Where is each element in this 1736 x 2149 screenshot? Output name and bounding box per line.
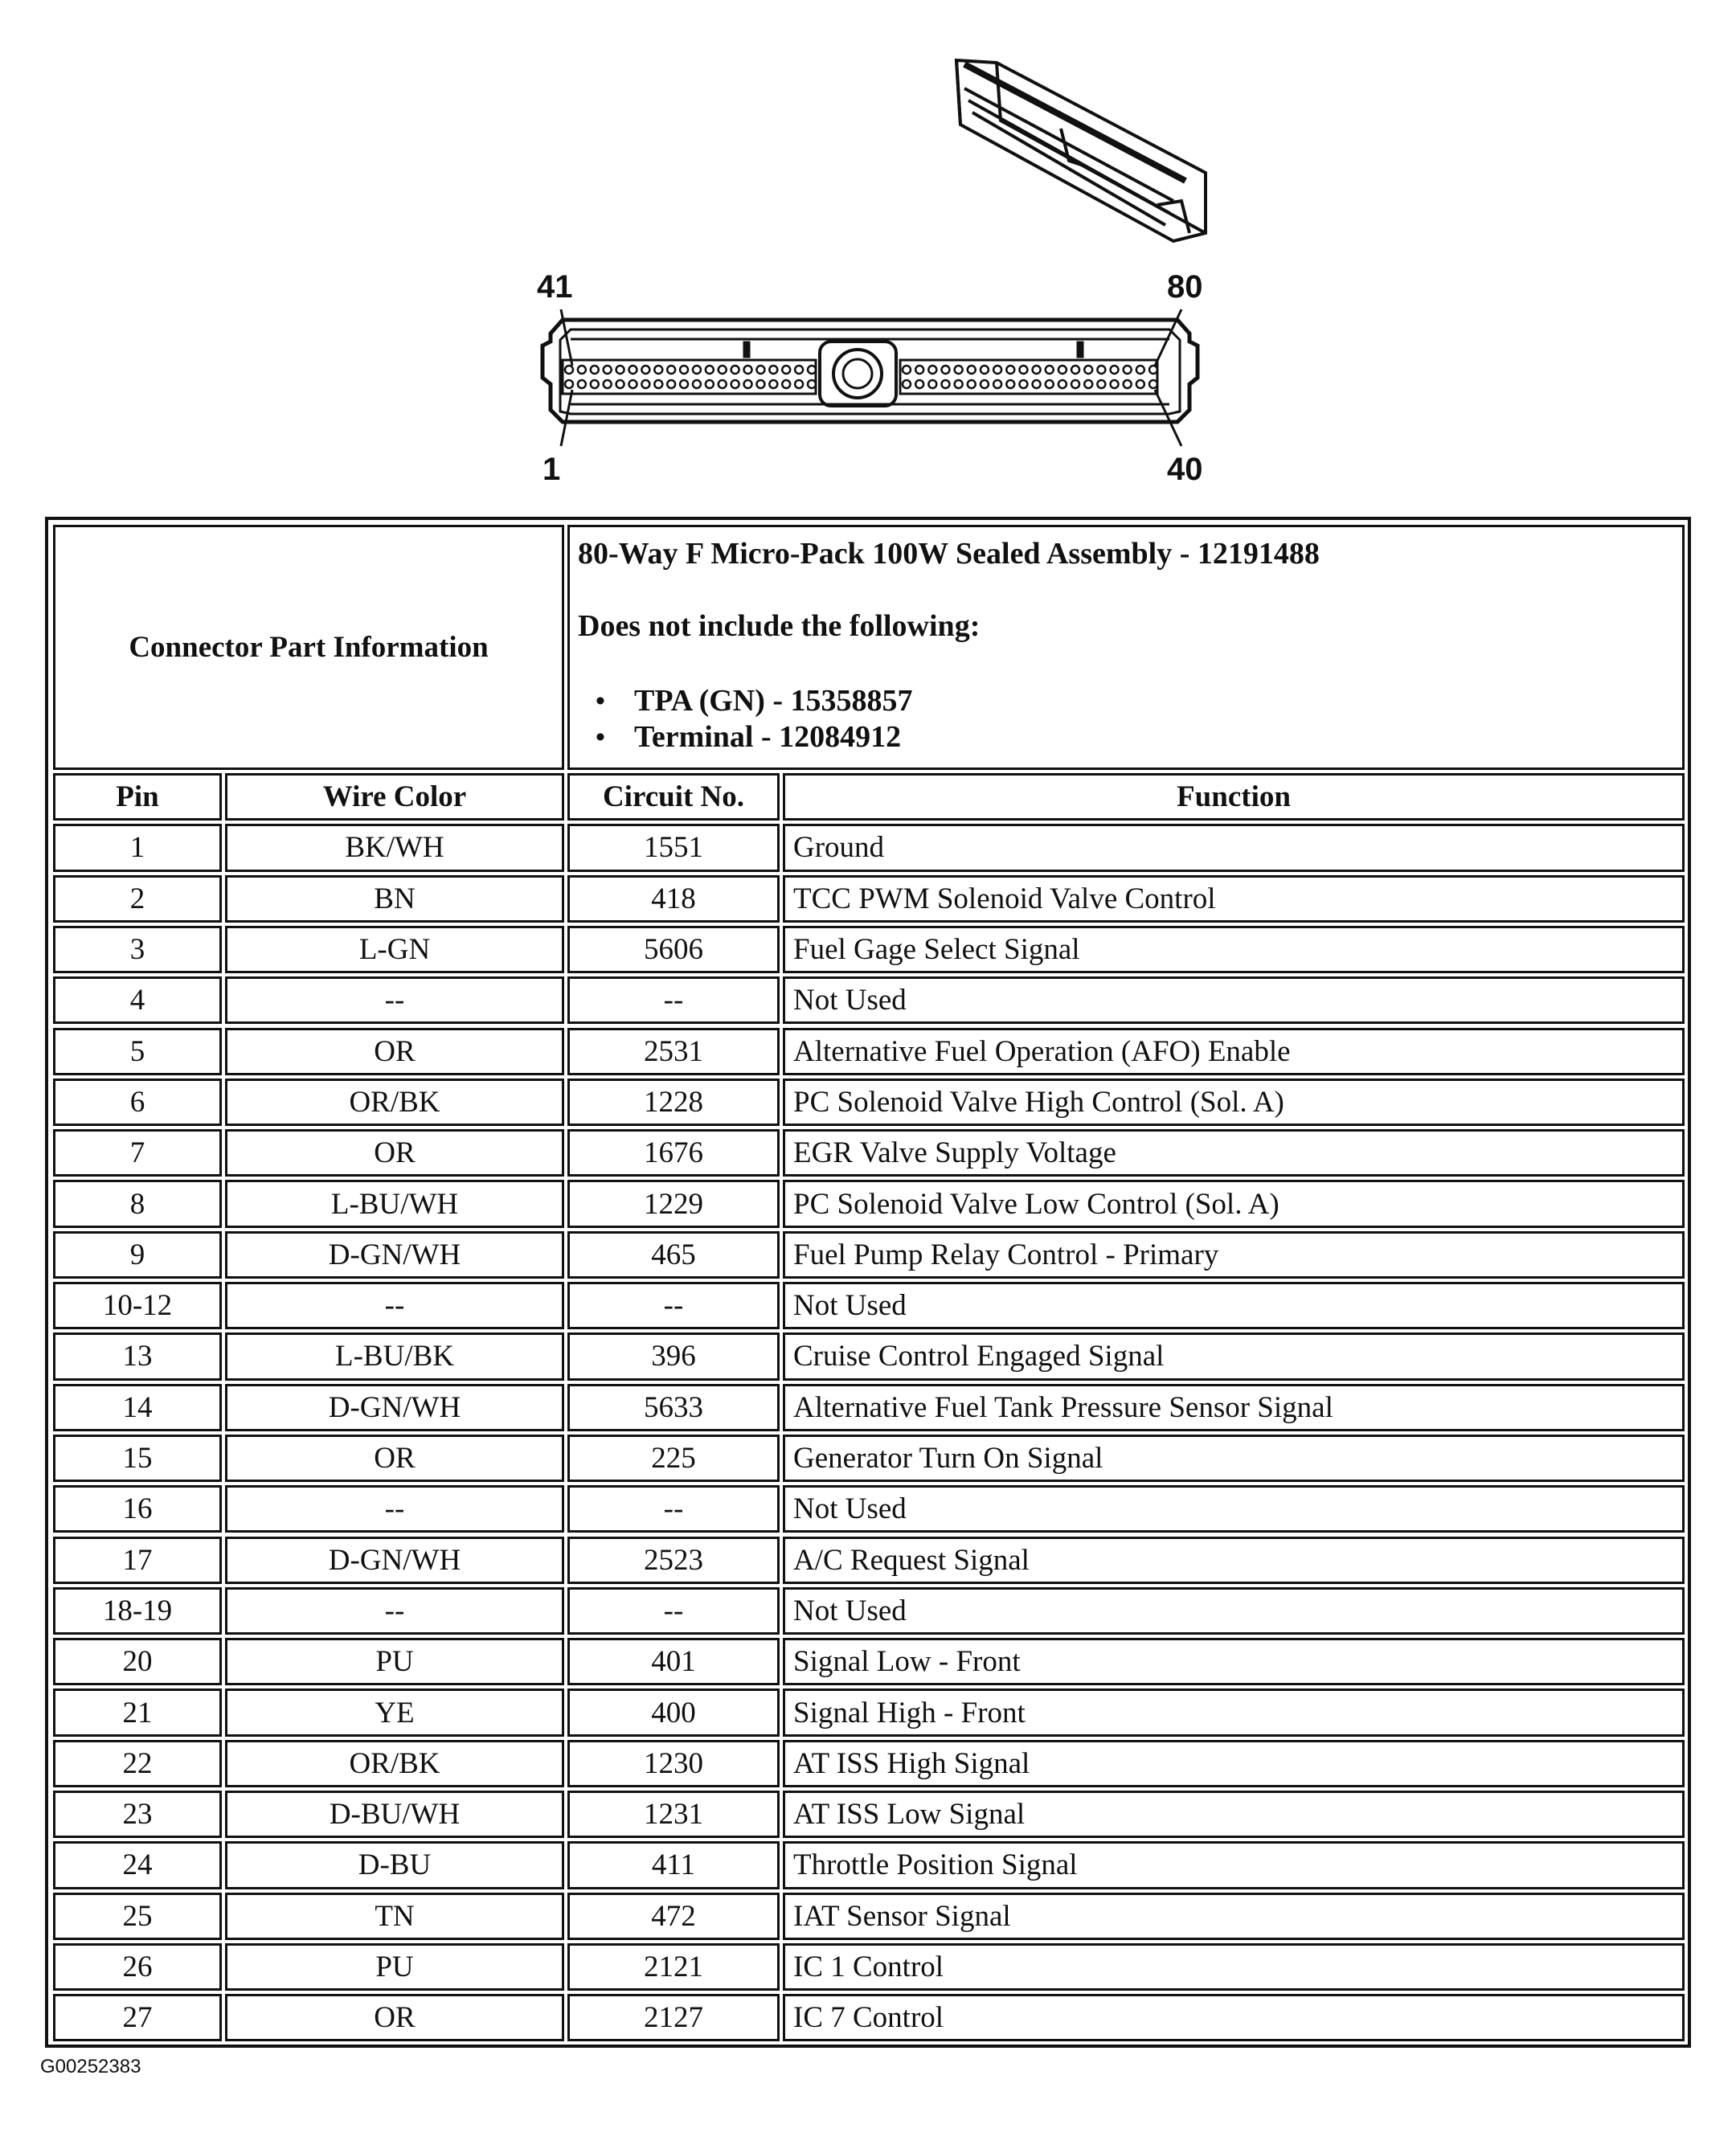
pin-dot [706, 380, 714, 388]
pin-cell: 5 [53, 1028, 222, 1075]
wire-color-cell: D-GN/WH [225, 1384, 564, 1431]
pin-dot [782, 380, 790, 388]
pin-dot [1111, 380, 1119, 388]
function-cell: Not Used [783, 1282, 1685, 1329]
pin-dot [654, 380, 662, 388]
function-cell: Signal High - Front [783, 1688, 1685, 1736]
pinout-table [45, 517, 1691, 2048]
circuit-number-cell: 2531 [567, 1028, 780, 1075]
pin-dot [1006, 380, 1014, 388]
function-cell: Not Used [783, 1587, 1685, 1635]
pin-dot [1071, 366, 1079, 374]
wire-color-cell: L-BU/BK [225, 1332, 564, 1380]
pin-dot [680, 366, 688, 374]
pin-cell: 20 [53, 1638, 222, 1685]
wire-color-cell: L-BU/WH [225, 1180, 564, 1227]
connector-note: Does not include the following: [578, 609, 981, 643]
pin-dot [928, 366, 936, 374]
pin-dot [993, 366, 1001, 374]
circuit-number-cell: 2523 [567, 1537, 780, 1584]
circuit-number-cell: 418 [567, 875, 780, 923]
pin-dot [706, 366, 714, 374]
pin-dot [604, 380, 612, 388]
circuit-number-header: Circuit No. [567, 773, 780, 821]
function-cell: Ground [783, 824, 1685, 871]
excluded-part-item: • Terminal - 12084912 [634, 719, 913, 755]
pin-dot [591, 366, 599, 374]
pin-dot [565, 380, 573, 388]
circuit-number-cell: 396 [567, 1332, 780, 1380]
wire-color-cell: OR/BK [225, 1079, 564, 1126]
pin-cell: 15 [53, 1435, 222, 1482]
circuit-number-cell: -- [567, 976, 780, 1024]
pin-dot [565, 366, 573, 374]
function-cell: Fuel Pump Relay Control - Primary [783, 1231, 1685, 1279]
connector-info-label [53, 525, 564, 770]
pin-dot [693, 366, 701, 374]
pin-cell: 10-12 [53, 1282, 222, 1329]
circuit-number-cell: 400 [567, 1688, 780, 1736]
pin-dot [667, 380, 675, 388]
pin-dot [903, 380, 911, 388]
pin-dot [968, 366, 976, 374]
wire-color-cell: D-GN/WH [225, 1537, 564, 1584]
pin-dot [993, 380, 1001, 388]
function-cell: IAT Sensor Signal [783, 1893, 1685, 1940]
pin-dot [654, 366, 662, 374]
pin-dot [1097, 380, 1105, 388]
pin-dot [1097, 366, 1105, 374]
circuit-number-cell: 472 [567, 1893, 780, 1940]
wire-color-cell: PU [225, 1638, 564, 1685]
pin-header: Pin [53, 773, 222, 821]
wire-color-cell: OR [225, 1435, 564, 1482]
circuit-number-cell: 2121 [567, 1943, 780, 1991]
pin-cell: 25 [53, 1893, 222, 1940]
pin-dot [731, 380, 739, 388]
pin-cell: 6 [53, 1079, 222, 1126]
pin-dot [968, 380, 976, 388]
pin-dot [719, 366, 727, 374]
circuit-number-cell: 401 [567, 1638, 780, 1685]
pin-label-40: 40 [1167, 452, 1203, 487]
pin-dot [782, 366, 790, 374]
pin-dot [769, 366, 777, 374]
function-cell: AT ISS Low Signal [783, 1791, 1685, 1838]
excluded-part-item: • TPA (GN) - 15358857 [634, 683, 913, 719]
circuit-number-cell: -- [567, 1485, 780, 1533]
pin-dot [628, 380, 637, 388]
pin-dot [578, 380, 586, 388]
pin-cell: 9 [53, 1231, 222, 1279]
pin-dot [1058, 366, 1067, 374]
wire-color-cell: D-BU [225, 1841, 564, 1889]
pin-cell: 3 [53, 926, 222, 973]
pin-cell: 13 [53, 1332, 222, 1380]
pin-dot [641, 366, 649, 374]
wire-color-cell: D-BU/WH [225, 1791, 564, 1838]
connector-illustration [0, 0, 1736, 514]
circuit-number-cell: 225 [567, 1435, 780, 1482]
connector-title: 80-Way F Micro-Pack 100W Sealed Assembly - 12191488 [578, 537, 1320, 571]
circuit-number-cell: 1676 [567, 1129, 780, 1177]
connector-info-details [567, 525, 1685, 770]
pin-cell: 4 [53, 976, 222, 1024]
pin-dot [955, 380, 963, 388]
wire-color-cell: OR [225, 1994, 564, 2041]
circuit-number-cell: 5633 [567, 1384, 780, 1431]
excluded-parts-list [578, 683, 913, 755]
pin-dot [604, 366, 612, 374]
wire-color-cell: -- [225, 1485, 564, 1533]
pin-dot [769, 380, 777, 388]
pin-dot [1033, 366, 1041, 374]
circuit-number-cell: -- [567, 1587, 780, 1635]
pin-dot [1124, 366, 1132, 374]
pin-dot [578, 366, 586, 374]
circuit-number-cell: 411 [567, 1841, 780, 1889]
function-cell: Generator Turn On Signal [783, 1435, 1685, 1482]
pin-dot [616, 380, 624, 388]
pin-dot [1046, 366, 1054, 374]
pin-dot [1071, 380, 1079, 388]
pin-dot [1124, 380, 1132, 388]
pin-dot [941, 380, 949, 388]
circuit-number-cell: 1231 [567, 1791, 780, 1838]
pin-cell: 14 [53, 1384, 222, 1431]
function-cell: Signal Low - Front [783, 1638, 1685, 1685]
pin-dot [1084, 366, 1092, 374]
connector-face [542, 309, 1198, 446]
pin-dot [1033, 380, 1041, 388]
wire-color-cell: TN [225, 1893, 564, 1940]
pin-cell: 26 [53, 1943, 222, 1991]
pin-cell: 22 [53, 1740, 222, 1787]
function-cell: A/C Request Signal [783, 1537, 1685, 1584]
pin-dot [628, 366, 637, 374]
function-cell: PC Solenoid Valve Low Control (Sol. A) [783, 1180, 1685, 1227]
pin-dot [903, 366, 911, 374]
pin-dot [1111, 366, 1119, 374]
pin-dot [1046, 380, 1054, 388]
wire-color-header: Wire Color [225, 773, 564, 821]
pin-cell: 1 [53, 824, 222, 871]
pin-dot [744, 366, 752, 374]
function-cell: Not Used [783, 976, 1685, 1024]
connector-diagram [0, 0, 1736, 514]
wire-color-cell: -- [225, 1587, 564, 1635]
pin-cell: 27 [53, 1994, 222, 2041]
pin-dot [795, 380, 803, 388]
pin-cell: 2 [53, 875, 222, 923]
pin-dot [1058, 380, 1067, 388]
function-cell: Fuel Gage Select Signal [783, 926, 1685, 973]
wire-color-cell: BN [225, 875, 564, 923]
pin-dot [591, 380, 599, 388]
function-cell: Alternative Fuel Tank Pressure Sensor Signal [783, 1384, 1685, 1431]
wire-color-cell: -- [225, 1282, 564, 1329]
pin-dot [981, 380, 989, 388]
pin-dot [1019, 380, 1027, 388]
circuit-number-cell: 465 [567, 1231, 780, 1279]
pin-dot [667, 366, 675, 374]
pin-dot [928, 380, 936, 388]
pin-cell: 16 [53, 1485, 222, 1533]
circuit-number-cell: 1551 [567, 824, 780, 871]
wire-color-cell: L-GN [225, 926, 564, 973]
wire-color-cell: -- [225, 976, 564, 1024]
function-cell: IC 7 Control [783, 1994, 1685, 2041]
pin-dot [641, 380, 649, 388]
function-cell: Cruise Control Engaged Signal [783, 1332, 1685, 1380]
pin-dot [915, 380, 923, 388]
pin-dot [616, 366, 624, 374]
function-cell: TCC PWM Solenoid Valve Control [783, 875, 1685, 923]
connector-info-label-text: Connector Part Information [129, 631, 489, 664]
pin-dot [915, 366, 923, 374]
pin-cell: 23 [53, 1791, 222, 1838]
function-cell: EGR Valve Supply Voltage [783, 1129, 1685, 1177]
function-cell: Alternative Fuel Operation (AFO) Enable [783, 1028, 1685, 1075]
circuit-number-cell: 1230 [567, 1740, 780, 1787]
connector-3d-icon [956, 60, 1206, 241]
pin-dot [795, 366, 803, 374]
pin-dot [756, 380, 764, 388]
pin-cell: 8 [53, 1180, 222, 1227]
pin-dot [744, 380, 752, 388]
pin-label-41: 41 [537, 269, 573, 305]
wire-color-cell: OR [225, 1129, 564, 1177]
pin-cell: 7 [53, 1129, 222, 1177]
pin-cell: 21 [53, 1688, 222, 1736]
circuit-number-cell: 5606 [567, 926, 780, 973]
pin-dot [981, 366, 989, 374]
function-cell: PC Solenoid Valve High Control (Sol. A) [783, 1079, 1685, 1126]
pin-dot [941, 366, 949, 374]
pin-dot [1084, 380, 1092, 388]
pin-dot [1006, 366, 1014, 374]
circuit-number-cell: 2127 [567, 1994, 780, 2041]
function-cell: IC 1 Control [783, 1943, 1685, 1991]
pin-dot [1136, 366, 1144, 374]
pin-dot [731, 366, 739, 374]
wire-color-cell: BK/WH [225, 824, 564, 871]
wire-color-cell: YE [225, 1688, 564, 1736]
circuit-number-cell: -- [567, 1282, 780, 1329]
wire-color-cell: PU [225, 1943, 564, 1991]
pin-label-1: 1 [542, 452, 561, 487]
pin-dot [756, 366, 764, 374]
pin-dot [693, 380, 701, 388]
wire-color-cell: OR [225, 1028, 564, 1075]
pin-rows [565, 366, 1157, 388]
circuit-number-cell: 1228 [567, 1079, 780, 1126]
pin-cell: 24 [53, 1841, 222, 1889]
function-cell: Not Used [783, 1485, 1685, 1533]
function-header: Function [783, 773, 1685, 821]
wire-color-cell: OR/BK [225, 1740, 564, 1787]
function-cell: AT ISS High Signal [783, 1740, 1685, 1787]
figure-id: G00252383 [40, 2056, 141, 2077]
function-cell: Throttle Position Signal [783, 1841, 1685, 1889]
circuit-number-cell: 1229 [567, 1180, 780, 1227]
pin-dot [719, 380, 727, 388]
pin-cell: 17 [53, 1537, 222, 1584]
pin-dot [1019, 366, 1027, 374]
pin-cell: 18-19 [53, 1587, 222, 1635]
pin-dot [955, 366, 963, 374]
pin-dot [1136, 380, 1144, 388]
pin-label-80: 80 [1167, 269, 1203, 305]
pin-dot [680, 380, 688, 388]
wire-color-cell: D-GN/WH [225, 1231, 564, 1279]
